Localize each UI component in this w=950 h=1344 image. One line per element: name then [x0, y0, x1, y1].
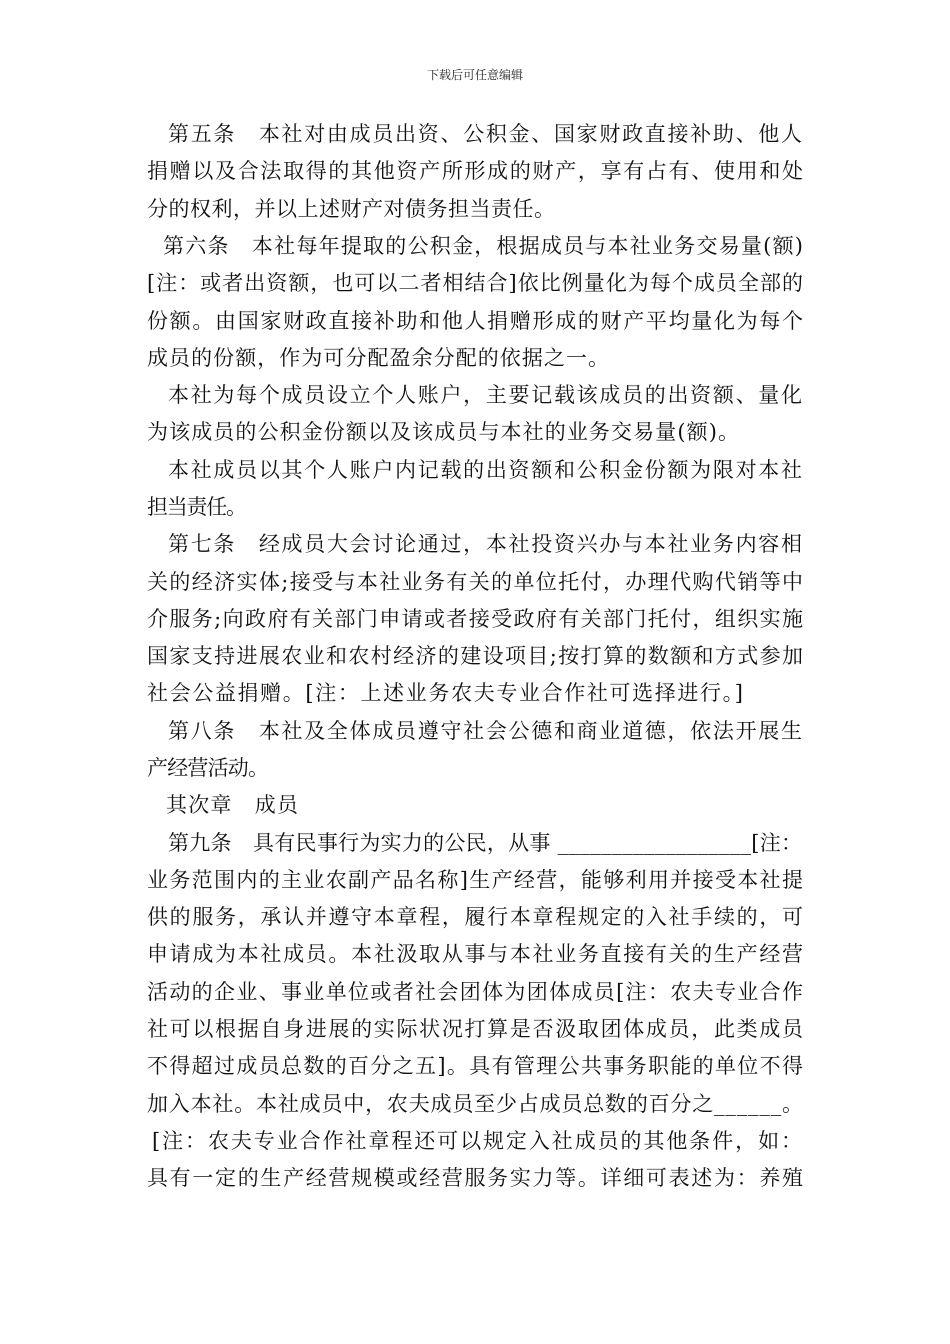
text-line: 加入本社。本社成员中，农夫成员至少占成员总数的百分之______。 [147, 1092, 804, 1116]
text-line: 第九条 具有民事行为实力的公民，从事 __________________[注： [168, 831, 803, 855]
text-line: 分的权利，并以上述财产对债务担当责任。 [147, 197, 556, 221]
page-header: 下载后可任意编辑 [426, 68, 523, 82]
text-line: 本社成员以其个人账户内记载的出资额和公积金份额为限对本社 [168, 458, 804, 482]
text-line: 关的经济实体;接受与本社业务有关的单位托付，办理代购代销等中 [147, 570, 805, 594]
text-line: 份额。由国家财政直接补助和他人捐赠形成的财产平均量化为每个 [147, 309, 805, 333]
text-line: 担当责任。 [147, 495, 246, 519]
text-line: 不得超过成员总数的百分之五]。具有管理公共事务职能的单位不得 [147, 1054, 805, 1078]
text-line: [注：或者出资额，也可以二者相结合]依比例量化为每个成员全部的 [147, 271, 805, 295]
text-line: 具有一定的生产经营规模或经营服务实力等。详细可表述为：养殖 [147, 1166, 805, 1190]
text-line: [注：农夫专业合作社章程还可以规定入社成员的其他条件，如： [152, 1129, 804, 1153]
text-line: 产经营活动。 [147, 756, 269, 780]
text-line: 第八条 本社及全体成员遵守社会公德和商业道德，依法开展生 [168, 719, 804, 743]
text-line: 活动的企业、事业单位或者社会团体为团体成员[注：农夫专业合作 [147, 980, 805, 1004]
text-line: 为该成员的公积金份额以及该成员与本社的业务交易量(额)。 [147, 420, 741, 444]
text-line: 第五条 本社对由成员出资、公积金、国家财政直接补助、他人 [168, 122, 804, 146]
text-line: 介服务;向政府有关部门申请或者接受政府有关部门托付，组织实施 [147, 607, 805, 631]
text-line: 第七条 经成员大会讨论通过，本社投资兴办与本社业务内容相 [168, 532, 804, 556]
text-line: 本社为每个成员设立个人账户，主要记载该成员的出资额、量化 [168, 383, 804, 407]
text-line: 第六条 本社每年提取的公积金，根据成员与本社业务交易量(额) [163, 234, 805, 258]
text-line: 国家支持进展农业和农村经济的建设项目;按打算的数额和方式参加 [147, 644, 805, 668]
text-line: 成员的份额，作为可分配盈余分配的依据之一。 [147, 346, 611, 370]
text-line: 申请成为本社成员。本社汲取从事与本社业务直接有关的生产经营 [147, 942, 805, 966]
section-heading: 其次章 成员 [166, 793, 300, 817]
text-line: 社会公益捐赠。[注：上述业务农夫专业合作社可选择进行。] [147, 681, 745, 705]
text-line: 捐赠以及合法取得的其他资产所形成的财产，享有占有、使用和处 [147, 159, 805, 183]
text-line: 供的服务，承认并遵守本章程，履行本章程规定的入社手续的，可 [147, 905, 805, 929]
text-line: 社可以根据自身进展的实际状况打算是否汲取团体成员，此类成员 [147, 1017, 805, 1041]
text-line: 业务范围内的主业农副产品名称]生产经营，能够利用并接受本社提 [147, 868, 805, 892]
